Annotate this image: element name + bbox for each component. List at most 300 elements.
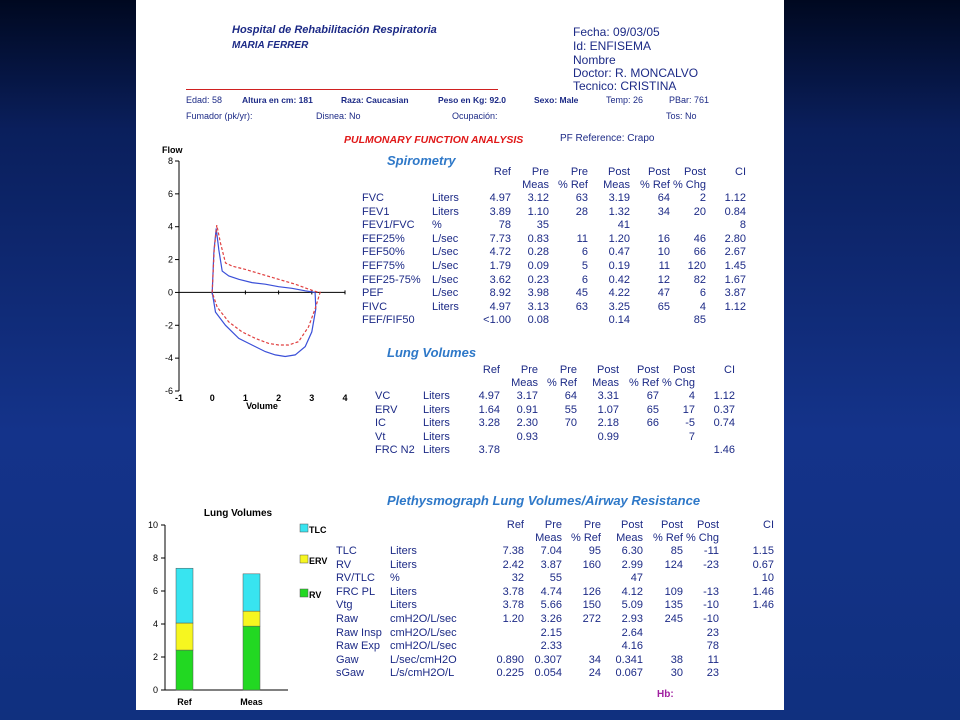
legend-label: ERV	[309, 556, 328, 566]
patient-weight: Peso en Kg: 92.0	[438, 95, 507, 105]
value-cell: 8	[739, 219, 746, 232]
column-header: % Chg	[685, 532, 719, 544]
parameter-name: FRC N2	[375, 444, 415, 457]
value-cell: 65	[646, 403, 659, 416]
value-cell: 35	[536, 219, 549, 232]
value-cell: 34	[657, 205, 670, 218]
parameter-name: FEV1/FVC	[362, 219, 415, 232]
value-cell: 4.16	[621, 640, 643, 653]
value-cell: 45	[575, 287, 588, 300]
bar-segment-erv	[176, 623, 193, 650]
value-cell: 7.04	[540, 545, 562, 557]
column-header: Pre	[570, 166, 588, 178]
value-cell	[643, 640, 683, 654]
spirometry-header-row-1	[362, 166, 746, 179]
parameter-name: FEF50%	[362, 246, 405, 259]
parameter-name: RV	[336, 558, 352, 571]
unit: Liters	[432, 192, 459, 204]
value-cell: 23	[706, 667, 719, 680]
lung-volumes-header-row-2	[375, 377, 735, 390]
value-cell: 0.307	[534, 653, 562, 666]
unit: cmH2O/L/sec	[390, 626, 457, 639]
plethysmograph-row	[336, 667, 774, 681]
value-cell: 6	[581, 246, 588, 259]
patient-height: Altura en cm: 181	[242, 95, 313, 105]
value-cell: 7.38	[502, 545, 524, 557]
value-cell: 10	[761, 572, 774, 585]
value-cell: 0.93	[516, 430, 538, 443]
value-cell: 30	[670, 667, 683, 680]
bar-y-tick-label: 4	[152, 619, 158, 629]
value-cell: 1.20	[608, 232, 630, 245]
unit: Liters	[423, 390, 450, 402]
bar-y-tick-label: 8	[152, 553, 158, 563]
value-cell: 0.09	[527, 259, 549, 272]
value-cell: 38	[670, 653, 683, 666]
value-cell: 0.890	[496, 653, 524, 666]
legend-swatch	[300, 524, 308, 532]
value-cell: 4.97	[489, 192, 511, 204]
value-cell: 0.067	[615, 667, 643, 680]
bar-segment-tlc	[243, 574, 260, 611]
plethysmograph-row	[336, 545, 774, 559]
value-cell: 2.42	[502, 558, 524, 571]
parameter-name: FEV1	[362, 205, 390, 218]
value-cell: 5.09	[621, 599, 643, 612]
value-cell: -5	[685, 417, 695, 430]
header-divider	[186, 89, 498, 90]
unit: L/sec	[432, 287, 459, 300]
value-cell: 3.87	[724, 287, 746, 300]
column-header: Ref	[506, 519, 524, 531]
value-cell: 70	[564, 417, 577, 430]
value-cell: 1.07	[597, 403, 619, 416]
hospital-subtitle: MARIA FERRER	[232, 40, 309, 51]
column-header	[471, 377, 500, 390]
value-cell: 78	[706, 640, 719, 653]
value-cell	[619, 431, 659, 445]
unit: L/s/cmH2O/L	[390, 667, 455, 680]
column-header: Post	[660, 519, 683, 531]
parameter-name: FEF75%	[362, 259, 405, 272]
value-cell: 3.31	[597, 390, 619, 402]
plethysmograph-row	[336, 559, 774, 573]
bar-y-tick-label: 10	[147, 520, 158, 530]
column-header: Meas	[511, 377, 538, 389]
plethysmograph-header-row-2	[336, 532, 774, 545]
occupation: Ocupación:	[452, 111, 498, 121]
unit: Liters	[390, 545, 417, 557]
value-cell: 2.30	[516, 417, 538, 430]
value-cell	[706, 314, 746, 328]
value-cell: 1.67	[724, 273, 746, 286]
bar-category-label: Ref	[177, 697, 192, 707]
value-cell: 0.83	[527, 232, 549, 245]
column-header: % Ref	[629, 377, 659, 389]
value-cell	[471, 431, 500, 445]
value-cell: 1.46	[713, 444, 735, 457]
value-cell: 1.12	[713, 390, 735, 402]
value-cell	[683, 572, 719, 586]
value-cell: 0.23	[527, 273, 549, 286]
value-cell: 46	[693, 232, 706, 245]
value-cell	[659, 444, 695, 458]
value-cell: 0.99	[597, 430, 619, 443]
parameter-name: Raw	[336, 612, 359, 625]
column-header: Post	[696, 519, 719, 531]
value-cell: 3.78	[502, 599, 524, 612]
value-cell	[719, 667, 774, 681]
value-cell: 0.19	[608, 259, 630, 272]
hemoglobin-label: Hb:	[657, 689, 674, 700]
value-cell: 3.19	[608, 192, 630, 204]
value-cell: 11	[658, 259, 670, 272]
unit: Liters	[423, 444, 450, 457]
value-cell	[464, 640, 524, 654]
value-cell: 1.45	[724, 259, 746, 272]
unit	[432, 314, 477, 328]
bar-segment-rv	[176, 650, 193, 690]
y-tick-label: 8	[167, 156, 173, 166]
dyspnea: Disnea: No	[316, 111, 361, 121]
value-cell: 1.79	[489, 259, 511, 272]
value-cell: 3.78	[478, 444, 500, 457]
column-header	[695, 377, 735, 390]
value-cell: 85	[670, 545, 683, 557]
value-cell: 4.74	[540, 585, 562, 598]
column-header: Pre	[583, 519, 601, 531]
column-header: CI	[724, 364, 735, 376]
parameter-name: Raw Exp	[336, 640, 381, 653]
parameter-name: ERV	[375, 403, 398, 416]
column-header: Meas	[616, 532, 643, 544]
spirometry-row	[362, 274, 746, 288]
column-header: Meas	[522, 179, 549, 191]
value-cell: 150	[582, 599, 601, 612]
report-title: PULMONARY FUNCTION ANALYSIS	[344, 134, 524, 146]
lung-volumes-bar-chart	[138, 503, 338, 710]
value-cell: 16	[657, 232, 670, 245]
bar-y-tick-label: 6	[152, 586, 158, 596]
value-cell: 109	[664, 585, 683, 598]
bar-segment-tlc	[176, 568, 193, 623]
unit: L/sec	[432, 232, 459, 245]
value-cell: 8.92	[489, 287, 511, 300]
plethysmograph-row	[336, 640, 774, 654]
parameter-name: IC	[375, 417, 386, 430]
unit: L/sec	[432, 246, 459, 259]
column-header: % Ref	[547, 377, 577, 389]
column-header: Meas	[592, 377, 619, 389]
column-header: Pre	[531, 166, 549, 178]
value-cell: 160	[582, 558, 601, 571]
value-cell: 124	[664, 558, 683, 571]
value-cell: 1.12	[724, 300, 746, 313]
y-tick-label: -6	[164, 386, 173, 396]
value-cell: 0.28	[527, 246, 549, 259]
value-cell: 3.98	[527, 287, 549, 300]
unit: Liters	[432, 205, 459, 218]
bar-y-tick-label: 0	[152, 685, 158, 695]
unit: L/sec	[432, 273, 459, 286]
value-cell: 4.97	[489, 300, 511, 313]
lung-volumes-row	[375, 404, 735, 418]
reference-set: PF Reference: Crapo	[560, 133, 655, 144]
column-header: Meas	[603, 179, 630, 191]
column-header: Ref	[482, 364, 500, 376]
legend-swatch	[300, 555, 308, 563]
legend-label: TLC	[309, 525, 327, 535]
unit: %	[432, 219, 442, 232]
value-cell	[619, 444, 659, 458]
column-header	[706, 179, 746, 192]
value-cell	[577, 444, 619, 458]
value-cell: 65	[657, 300, 670, 313]
value-cell: 3.78	[502, 585, 524, 598]
value-cell	[464, 627, 524, 641]
plethysmograph-row	[336, 613, 774, 627]
parameter-name: PEF	[362, 287, 384, 300]
bar-y-tick-label: 2	[152, 652, 158, 662]
value-cell: 1.46	[752, 585, 774, 598]
value-cell: 0.054	[534, 667, 562, 680]
value-cell: 11	[707, 653, 719, 666]
value-cell: 55	[564, 403, 577, 416]
bar-category-label: Meas	[240, 697, 263, 707]
smoker-pack-years: Fumador (pk/yr):	[186, 111, 253, 121]
value-cell: 3.12	[527, 192, 549, 204]
unit: L/sec	[432, 259, 459, 272]
value-cell: <1.00	[483, 314, 511, 327]
patient-sex: Sexo: Male	[534, 95, 579, 105]
value-cell: 6.30	[621, 545, 643, 557]
technician-name: Tecnico: CRISTINA	[573, 79, 677, 93]
value-cell: -10	[703, 599, 719, 612]
column-header: Post	[683, 166, 706, 178]
parameter-name: Raw Insp	[336, 626, 382, 639]
value-cell: 5	[581, 259, 588, 272]
x-tick-label: 2	[276, 393, 282, 403]
value-cell: 4.22	[608, 287, 630, 300]
value-cell: 82	[693, 273, 706, 286]
plethysmograph-row	[336, 572, 774, 586]
value-cell: 4.12	[621, 585, 643, 598]
value-cell: 41	[617, 219, 630, 232]
value-cell: 2.33	[540, 640, 562, 653]
value-cell: 3.25	[608, 300, 630, 313]
spirometry-header-row-2	[362, 179, 746, 192]
unit: cmH2O/L/sec	[390, 612, 457, 625]
value-cell: 2.18	[597, 417, 619, 430]
parameter-name: RV/TLC	[336, 572, 375, 585]
column-header: Pre	[559, 364, 577, 376]
unit: Liters	[390, 599, 417, 612]
column-header: Post	[607, 166, 630, 178]
flow-volume-chart	[160, 144, 354, 416]
value-cell: 10	[657, 246, 670, 259]
plethysmograph-table	[336, 519, 774, 681]
column-header: % Ref	[640, 179, 670, 191]
value-cell: -10	[703, 612, 719, 625]
value-cell: 0.341	[615, 653, 643, 666]
value-cell: 6	[699, 287, 706, 300]
value-cell: 24	[588, 667, 601, 680]
value-cell: 2.15	[540, 626, 562, 639]
spirometry-row	[362, 219, 746, 233]
value-cell: -23	[703, 558, 719, 571]
parameter-name: FRC PL	[336, 585, 376, 598]
unit: Liters	[432, 300, 459, 313]
parameter-name: VC	[375, 390, 391, 402]
column-header: Post	[636, 364, 659, 376]
y-tick-label: 2	[167, 254, 173, 265]
value-cell: -13	[703, 585, 719, 598]
column-header: CI	[763, 519, 774, 531]
value-cell	[630, 219, 670, 233]
value-cell: 1.64	[478, 403, 500, 416]
patient-age: Edad: 58	[186, 95, 223, 105]
value-cell	[562, 572, 601, 586]
value-cell: 245	[664, 612, 683, 625]
plethysmograph-title: Plethysmograph Lung Volumes/Airway Resistance	[387, 493, 701, 508]
doctor-name: Doctor: R. MONCALVO	[573, 66, 699, 80]
value-cell	[719, 640, 774, 654]
column-header	[719, 532, 774, 545]
value-cell	[562, 640, 601, 654]
lung-volumes-row	[375, 417, 735, 431]
parameter-name: FIVC	[362, 300, 388, 313]
plethysmograph-row	[336, 654, 774, 668]
value-cell: 6	[581, 273, 588, 286]
value-cell: 28	[575, 205, 588, 218]
column-header: CI	[735, 166, 746, 178]
value-cell: -11	[703, 545, 719, 557]
value-cell: 4	[699, 300, 706, 313]
patient-name: Nombre	[573, 53, 616, 67]
spirometry-row	[362, 192, 746, 206]
spirometry-row	[362, 206, 746, 220]
y-axis-label: Flow	[162, 145, 183, 155]
value-cell	[643, 627, 683, 641]
spirometry-row	[362, 260, 746, 274]
value-cell: 0.84	[724, 205, 746, 218]
value-cell: 1.12	[724, 192, 746, 204]
x-tick-label: 3	[309, 393, 315, 403]
value-cell: 64	[657, 192, 670, 204]
value-cell: 1.15	[752, 545, 774, 557]
column-header: Pre	[544, 519, 562, 531]
unit: Liters	[390, 558, 417, 571]
parameter-name: FEF25%	[362, 232, 405, 245]
value-cell	[500, 444, 538, 458]
value-cell	[538, 444, 577, 458]
parameter-name: Vtg	[336, 599, 353, 612]
spirometry-row	[362, 287, 746, 301]
value-cell: 95	[588, 545, 601, 557]
x-tick-label: 1	[242, 393, 248, 403]
plethysmograph-row	[336, 599, 774, 613]
report-date: Fecha: 09/03/05	[573, 25, 660, 39]
value-cell: 2.67	[724, 246, 746, 259]
bar-chart-title: Lung Volumes	[203, 508, 273, 519]
unit: Liters	[423, 417, 450, 430]
x-tick-label: -1	[174, 393, 184, 403]
value-cell: 47	[630, 572, 643, 585]
legend-label: RV	[309, 590, 322, 600]
plethysmograph-row	[336, 627, 774, 641]
value-cell: 126	[582, 585, 601, 598]
column-header	[464, 532, 524, 545]
unit: cmH2O/L/sec	[390, 640, 457, 653]
column-header: Post	[672, 364, 695, 376]
column-header: Post	[620, 519, 643, 531]
value-cell: 2	[699, 192, 706, 204]
value-cell: 2.64	[621, 626, 643, 639]
value-cell: 272	[582, 612, 601, 625]
value-cell: 3.62	[489, 273, 511, 286]
value-cell	[670, 219, 706, 233]
unit: L/sec/cmH2O	[390, 653, 457, 666]
bar-segment-erv	[243, 611, 260, 626]
y-tick-label: -2	[164, 320, 173, 331]
value-cell: 1.32	[608, 205, 630, 218]
unit: Liters	[423, 403, 450, 416]
value-cell: 85	[693, 314, 706, 327]
value-cell: 1.20	[502, 612, 524, 625]
value-cell: 0.08	[527, 314, 549, 327]
value-cell: 120	[687, 259, 706, 272]
x-axis-label: Volume	[246, 401, 278, 411]
value-cell: 2.93	[621, 612, 643, 625]
unit: %	[390, 572, 400, 585]
value-cell	[695, 431, 735, 445]
value-cell: 0.37	[713, 403, 735, 416]
parameter-name: FVC	[362, 192, 384, 204]
y-tick-label: -4	[164, 353, 173, 364]
value-cell	[643, 572, 683, 586]
value-cell	[562, 627, 601, 641]
value-cell: 1.46	[752, 599, 774, 612]
value-cell: 32	[511, 572, 524, 585]
flow-volume-loop-post	[212, 225, 320, 345]
parameter-name: Vt	[375, 430, 386, 443]
plethysmograph-header-row-1	[336, 519, 774, 532]
x-tick-label: 0	[209, 393, 215, 403]
y-tick-label: 4	[167, 221, 173, 232]
column-header: % Chg	[672, 179, 706, 191]
hospital-name: Hospital de Rehabilitación Respiratoria	[232, 24, 437, 36]
value-cell: 0.67	[752, 558, 774, 571]
value-cell: 2.99	[621, 558, 643, 571]
value-cell: 3.28	[478, 417, 500, 430]
value-cell: 3.17	[516, 390, 538, 402]
value-cell: 2.80	[724, 232, 746, 245]
spirometry-row	[362, 233, 746, 247]
spirometry-row	[362, 314, 746, 328]
value-cell	[719, 654, 774, 668]
column-header: % Ref	[653, 532, 683, 544]
column-header: % Chg	[661, 377, 695, 389]
value-cell	[719, 613, 774, 627]
value-cell: 3.89	[489, 205, 511, 218]
unit: Liters	[423, 430, 450, 443]
x-tick-label: 4	[342, 393, 348, 403]
value-cell: 47	[657, 287, 670, 300]
y-tick-label: 0	[167, 287, 173, 298]
value-cell	[538, 431, 577, 445]
value-cell: 66	[646, 417, 659, 430]
value-cell: 0.74	[713, 417, 735, 430]
